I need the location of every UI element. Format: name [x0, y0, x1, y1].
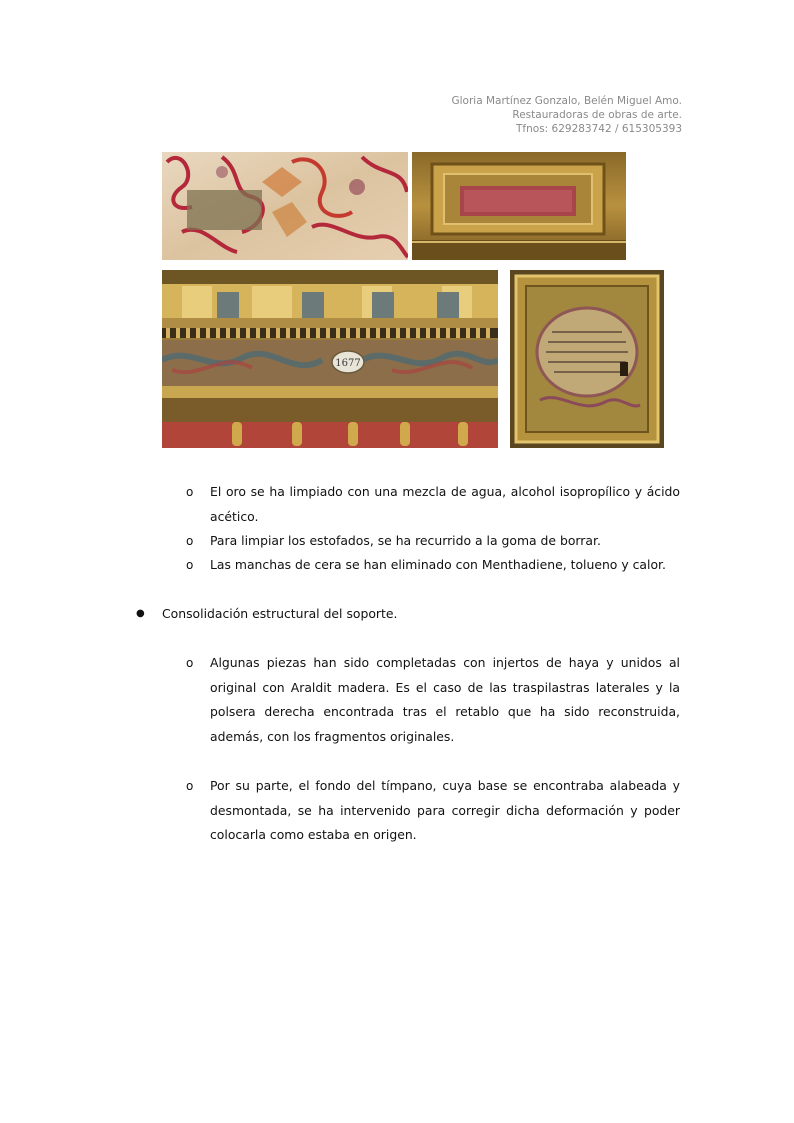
frieze-inscription: 1677: [335, 358, 361, 369]
sub-bullet: o: [186, 485, 194, 499]
gilded-inscription-panel-image: [510, 270, 664, 448]
sub-bullet: o: [186, 656, 194, 670]
list-item-text: Para limpiar los estofados, se ha recurrido a la goma de borrar.: [210, 533, 601, 548]
header-phones: Tfnos: 629283742 / 615305393: [516, 123, 682, 135]
header-role: Restauradoras de obras de arte.: [512, 109, 682, 121]
list-item: [186, 480, 680, 529]
gilded-cornice-frieze-image: [162, 270, 498, 448]
list-item-text: Las manchas de cera se han eliminado con Menthadiene, tolueno y calor.: [210, 557, 666, 572]
sub-bullet: o: [186, 779, 194, 793]
list-item-text: El oro se ha limpiado con una mezcla de agua, alcohol isopropílico y ácido acético.: [210, 484, 680, 524]
main-list-item: [136, 602, 696, 627]
header-authors: Gloria Martínez Gonzalo, Belén Miguel Amo.: [451, 95, 682, 107]
main-list-item-text: Consolidación estructural del soporte.: [162, 606, 398, 621]
sub-bullet: o: [186, 534, 194, 548]
gilded-frame-panel-image: [412, 152, 626, 260]
list-item: [186, 774, 680, 848]
page-header: [451, 94, 682, 136]
list-item: [186, 553, 680, 578]
brocade-textile-detail-image: [162, 152, 408, 260]
list-item: [186, 529, 680, 554]
list-item-text: Algunas piezas han sido completadas con injertos de haya y unidos al original con Araldit madera. Es el caso de las traspilastras laterales y la polsera derecha encontrada tras el retablo que ha sido reconstruida, además, con los fragmentos originales.: [210, 655, 680, 744]
list-item-text: Por su parte, el fondo del tímpano, cuya base se encontraba alabeada y desmontada, se ha intervenido para corregir dicha deformación y poder colocarla como estaba en origen.: [210, 778, 680, 842]
main-bullet: ●: [136, 608, 145, 619]
sub-bullet: o: [186, 558, 194, 572]
list-item: [186, 651, 680, 749]
